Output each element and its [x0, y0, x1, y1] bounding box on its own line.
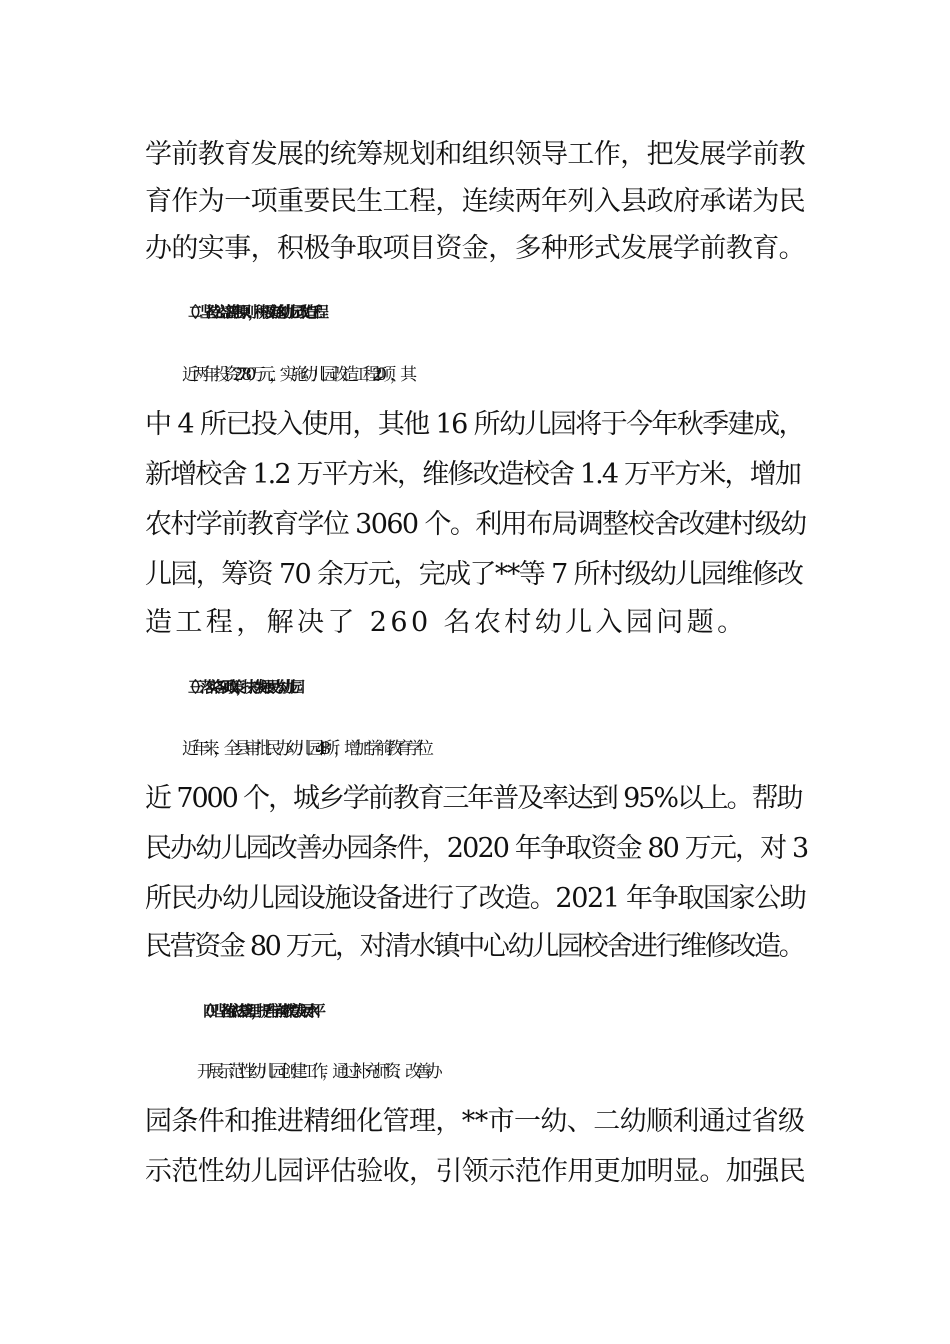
paragraph-line: 办的实事，积极争取项目资金，多种形式发展学前教育。: [145, 233, 805, 264]
paragraph-line: 所民办幼儿园设施设备进行了改造。2021 年争取国家公助: [145, 883, 806, 914]
paragraph-line: 儿园，筹资 70 余万元，完成了**等 7 所村级幼儿园维修改: [145, 559, 803, 590]
section-heading: （四）坚持依法管理，提升学前教育发展水平: [197, 1002, 318, 1020]
paragraph-line: 造工程，解决了 260 名农村幼儿入园问题。: [145, 607, 748, 638]
paragraph-line: 近年来，全县审批民办幼儿园 48 所，增加学前教育学位: [182, 739, 428, 759]
paragraph-line: 育作为一项重要民生工程，连续两年列入县政府承诺为民: [145, 186, 805, 217]
paragraph-line: 学前教育发展的统筹规划和组织领导工作，把发展学前教: [145, 139, 805, 170]
paragraph-line: 民营资金 80 万元，对清水镇中心幼儿园校舍进行维修改造。: [145, 931, 804, 962]
paragraph-line: 近 7000 个，城乡学前教育三年普及率达到 95%以上。帮助: [145, 783, 802, 814]
section-heading: （三）落实各项政策，扶持发展民办幼儿园: [182, 678, 297, 696]
paragraph-line: 新增校舍 1.2 万平方米，维修改造校舍 1.4 万平方米，增加: [145, 459, 801, 490]
paragraph-line: 民办幼儿园改善办园条件，2020 年争取资金 80 万元，对 3: [145, 833, 808, 864]
paragraph-line: 示范性幼儿园评估验收，引领示范作用更加明显。加强民: [145, 1156, 805, 1187]
section-heading: （二）坚持公益普惠原则，积极实施幼儿园改造工程: [182, 303, 321, 321]
paragraph-line: 农村学前教育学位 3060 个。利用布局调整校舍改建村级幼: [145, 509, 806, 540]
paragraph-line: 近两年投资 2780 万元，实施幼儿园改造工程 20 项，其: [182, 365, 411, 385]
paragraph-line: 开展示范性幼儿园创建工作，通过补充师资、改善办: [197, 1062, 437, 1082]
paragraph-line: 园条件和推进精细化管理，**市一幼、二幼顺利通过省级: [145, 1106, 805, 1137]
paragraph-line: 中 4 所已投入使用，其他 16 所幼儿园将于今年秋季建成，: [145, 409, 804, 440]
